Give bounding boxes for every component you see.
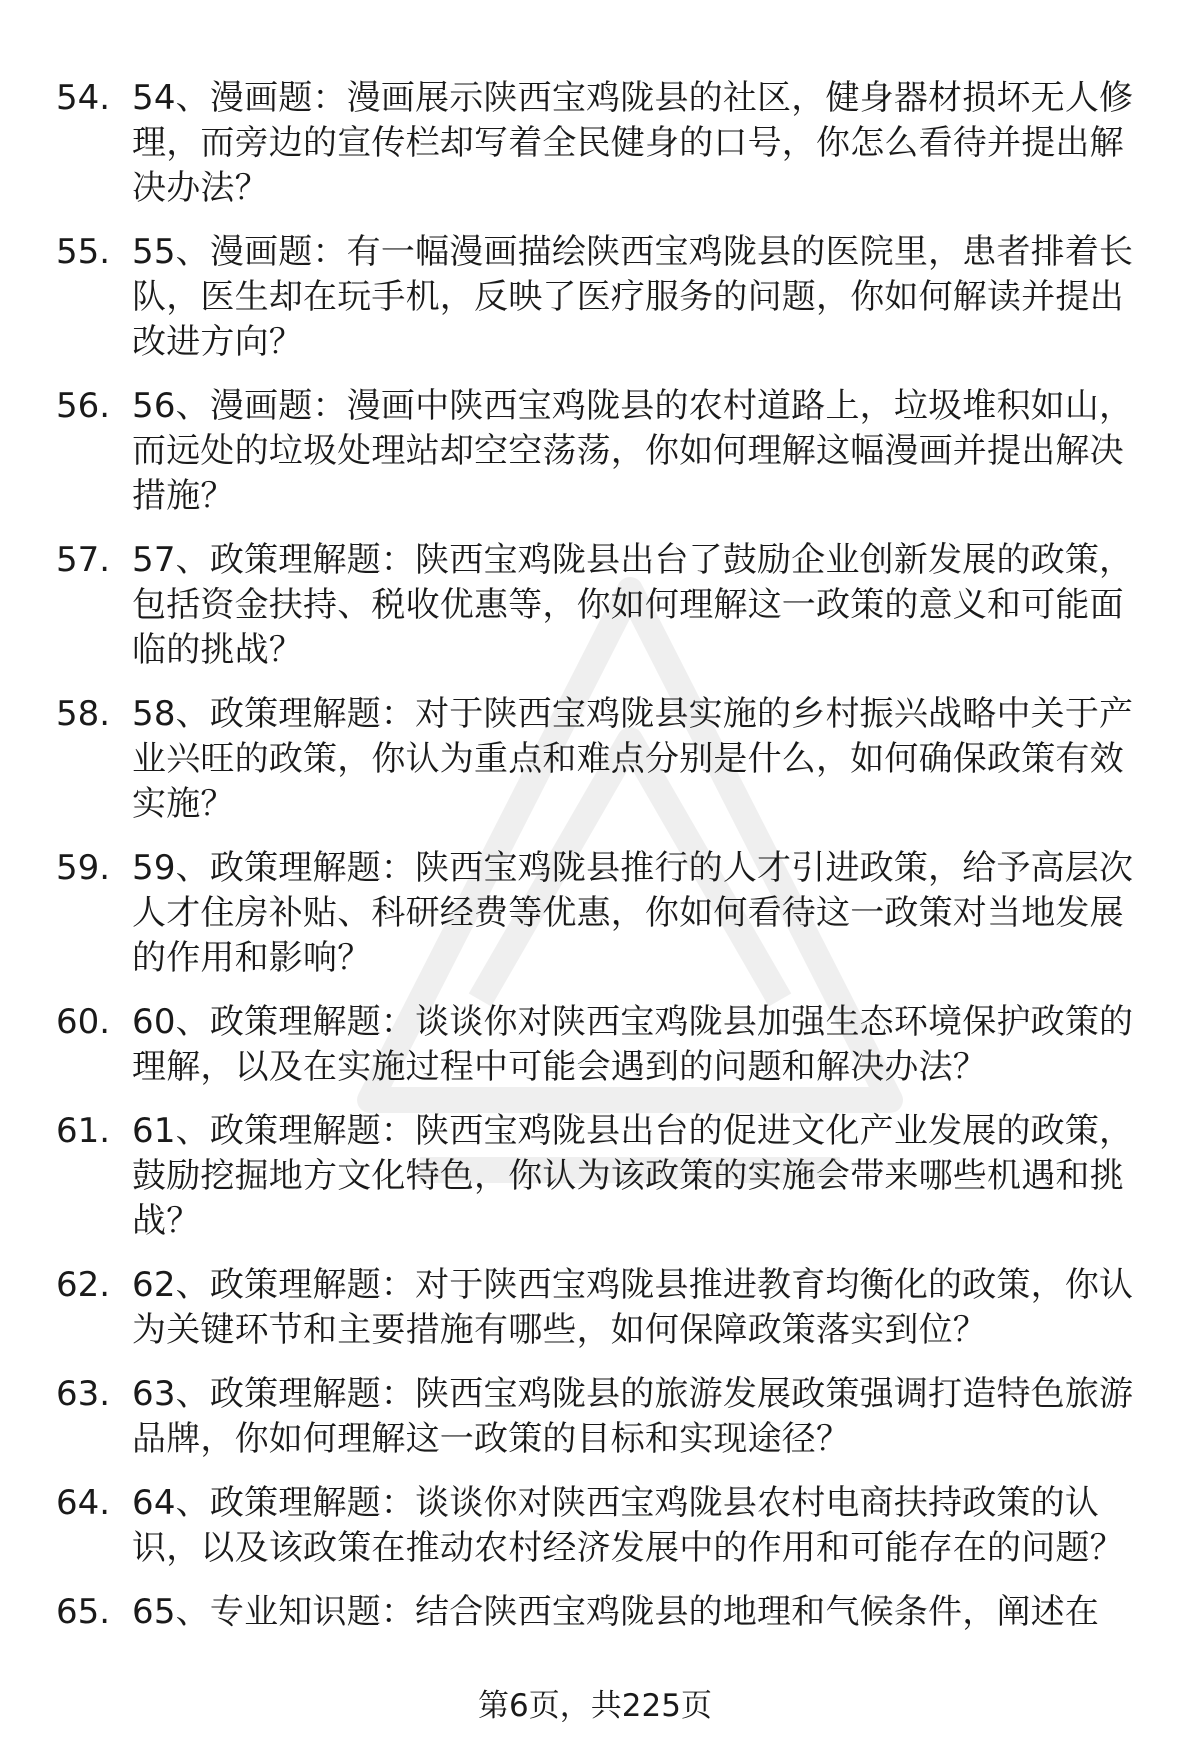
list-item [56, 1372, 1156, 1462]
question-text: 57、政策理解题：陕西宝鸡陇县出台了鼓励企业创新发展的政策，包括资金扶持、税收优惠等，你如何理解这一政策的意义和可能面临的挑战？ [132, 540, 1134, 670]
list-item [56, 538, 1156, 673]
list-number: 60. [56, 1002, 111, 1042]
list-item [56, 692, 1156, 827]
list-number: 58. [56, 694, 111, 734]
question-text: 60、政策理解题：谈谈你对陕西宝鸡陇县加强生态环境保护政策的理解，以及在实施过程中可能会遇到的问题和解决办法？ [132, 1002, 1134, 1087]
list-number: 65. [56, 1592, 111, 1632]
question-text: 62、政策理解题：对于陕西宝鸡陇县推进教育均衡化的政策，你认为关键环节和主要措施有哪些，如何保障政策落实到位？ [132, 1265, 1134, 1350]
list-number: 57. [56, 540, 111, 580]
list-item [56, 1263, 1156, 1353]
list-item [56, 230, 1156, 365]
question-text: 65、专业知识题：结合陕西宝鸡陇县的地理和气候条件，阐述在 [132, 1592, 1100, 1632]
question-list [56, 76, 1156, 1654]
page-footer: 第6页，共225页 [478, 1688, 712, 1724]
list-item [56, 1481, 1156, 1571]
list-number: 59. [56, 848, 111, 888]
list-number: 63. [56, 1374, 111, 1414]
question-text: 55、漫画题：有一幅漫画描绘陕西宝鸡陇县的医院里，患者排着长队，医生却在玩手机，反映了医疗服务的问题，你如何解读并提出改进方向？ [132, 232, 1134, 362]
list-number: 56. [56, 386, 111, 426]
question-text: 56、漫画题：漫画中陕西宝鸡陇县的农村道路上，垃圾堆积如山，而远处的垃圾处理站却空空荡荡，你如何理解这幅漫画并提出解决措施？ [132, 386, 1134, 516]
list-item [56, 384, 1156, 519]
question-text: 63、政策理解题：陕西宝鸡陇县的旅游发展政策强调打造特色旅游品牌，你如何理解这一政策的目标和实现途径？ [132, 1374, 1134, 1459]
list-number: 54. [56, 78, 111, 118]
list-number: 62. [56, 1265, 111, 1305]
list-item [56, 1109, 1156, 1244]
list-number: 55. [56, 232, 111, 272]
list-number: 61. [56, 1111, 111, 1151]
list-number: 64. [56, 1483, 111, 1523]
list-item [56, 846, 1156, 981]
list-item [56, 76, 1156, 211]
list-item [56, 1000, 1156, 1090]
question-text: 64、政策理解题：谈谈你对陕西宝鸡陇县农村电商扶持政策的认识，以及该政策在推动农村经济发展中的作用和可能存在的问题？ [132, 1483, 1124, 1568]
question-text: 54、漫画题：漫画展示陕西宝鸡陇县的社区，健身器材损坏无人修理，而旁边的宣传栏却写着全民健身的口号，你怎么看待并提出解决办法？ [132, 78, 1134, 208]
list-item [56, 1590, 1156, 1635]
question-text: 59、政策理解题：陕西宝鸡陇县推行的人才引进政策，给予高层次人才住房补贴、科研经费等优惠，你如何看待这一政策对当地发展的作用和影响？ [132, 848, 1134, 978]
question-text: 61、政策理解题：陕西宝鸡陇县出台的促进文化产业发展的政策，鼓励挖掘地方文化特色，你认为该政策的实施会带来哪些机遇和挑战？ [132, 1111, 1134, 1241]
question-text: 58、政策理解题：对于陕西宝鸡陇县实施的乡村振兴战略中关于产业兴旺的政策，你认为重点和难点分别是什么，如何确保政策有效实施？ [132, 694, 1134, 824]
